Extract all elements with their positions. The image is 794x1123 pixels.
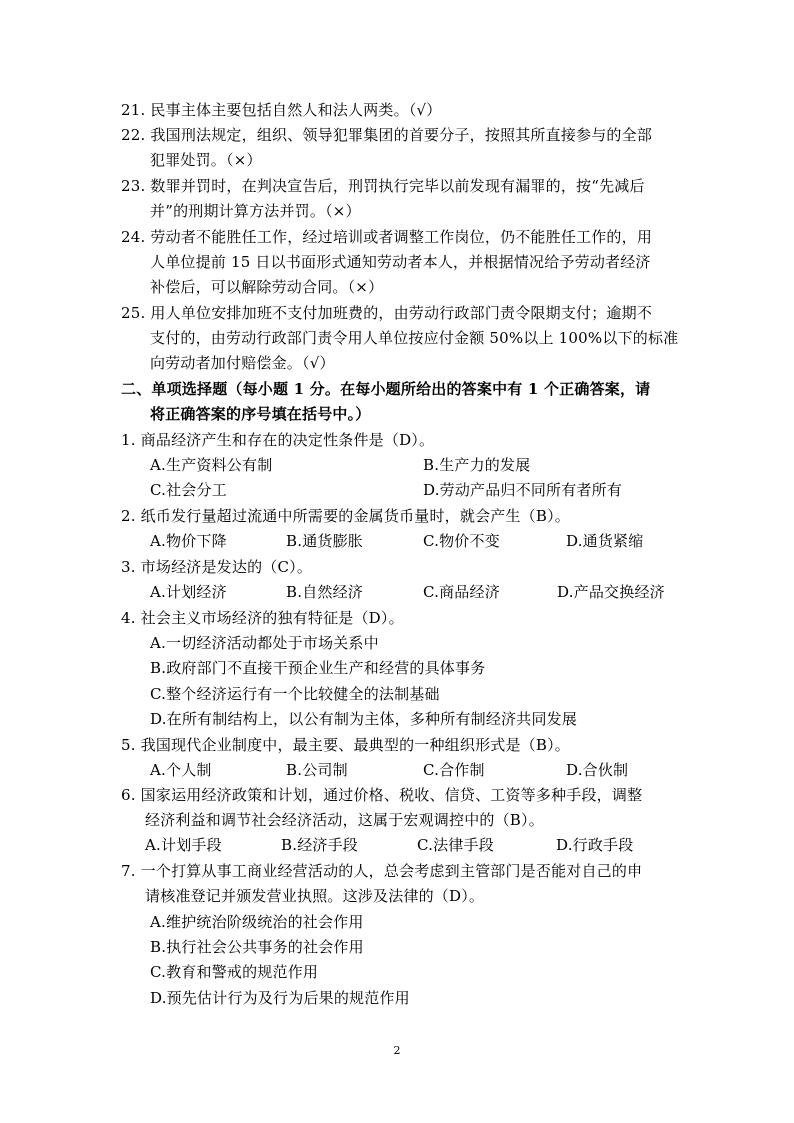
option-c: C.社会分工 (150, 481, 227, 499)
page-number: 2 (393, 1044, 401, 1057)
option-b: B.通货膨胀 (286, 532, 363, 550)
option-a: A.一切经济活动都处于市场关系中 (150, 634, 379, 652)
option-a: A.物价下降 (150, 532, 227, 550)
judgement-line: 补偿后，可以解除劳动合同。（×） (150, 278, 384, 296)
question-stem: 3. 市场经济是发达的（C）。 (121, 558, 313, 576)
judgement-line: 25. 用人单位安排加班不支付加班费的，由劳动行政部门责令限期支付；逾期不 (121, 304, 653, 322)
option-b: B.政府部门不直接干预企业生产和经营的具体事务 (150, 659, 486, 677)
option-d: D.在所有制结构上，以公有制为主体，多种所有制经济共同发展 (150, 710, 578, 728)
option-c: C.商品经济 (423, 583, 500, 601)
option-d: D.预先估计行为及行为后果的规范作用 (150, 989, 410, 1007)
judgement-line: 21. 民事主体主要包括自然人和法人两类。（√） (121, 101, 442, 119)
option-d: D.行政手段 (556, 836, 634, 854)
judgement-line: 支付的，由劳动行政部门责令用人单位按应付金额 50%以上 100%以下的标准 (150, 329, 679, 347)
option-a: A.计划手段 (145, 836, 222, 854)
option-c: C.法律手段 (417, 836, 494, 854)
question-stem: 7. 一个打算从事工商业经营活动的人，总会考虑到主管部门是否能对自己的申 (121, 862, 643, 880)
question-stem: 经济利益和调节社会经济活动，这属于宏观调控中的（B）。 (145, 811, 544, 829)
question-stem: 4. 社会主义市场经济的独有特征是（D）。 (121, 609, 404, 627)
option-b: B.生产力的发展 (423, 456, 531, 474)
option-b: B.执行社会公共事务的社会作用 (150, 938, 364, 956)
option-b: B.自然经济 (286, 583, 363, 601)
option-b: B.公司制 (286, 761, 348, 779)
judgement-line: 并”的刑期计算方法并罚。（×） (150, 202, 361, 220)
option-b: B.经济手段 (281, 836, 358, 854)
option-c: C.整个经济运行有一个比较健全的法制基础 (150, 685, 440, 703)
question-stem: 请核准登记并颁发营业执照。这涉及法律的（D）。 (145, 887, 485, 905)
question-stem: 5. 我国现代企业制度中，最主要、最典型的一种组织形式是（B）。 (121, 736, 571, 754)
section-title-line: 将正确答案的序号填在括号中。） (150, 405, 371, 423)
judgement-line: 24. 劳动者不能胜任工作，经过培训或者调整工作岗位，仍不能胜任工作的，用 (121, 228, 653, 246)
judgement-line: 23. 数罪并罚时，在判决宣告后，刑罚执行完毕以前发现有漏罪的，按“先减后 (121, 177, 645, 195)
option-a: A.计划经济 (150, 583, 227, 601)
judgement-line: 22. 我国刑法规定，组织、领导犯罪集团的首要分子，按照其所直接参与的全部 (121, 126, 653, 144)
section-title-line: 二、单项选择题（每小题 1 分。在每小题所给出的答案中有 1 个正确答案，请 (121, 380, 651, 398)
question-stem: 2. 纸币发行量超过流通中所需要的金属货币量时，就会产生（B）。 (121, 507, 571, 525)
option-c: C.合作制 (423, 761, 485, 779)
judgement-line: 人单位提前 15 日以书面形式通知劳动者本人，并根据情况给予劳动者经济 (150, 253, 651, 271)
option-a: A.个人制 (150, 761, 212, 779)
question-stem: 6. 国家运用经济政策和计划，通过价格、税收、信贷、工资等多种手段，调整 (121, 786, 643, 804)
option-a: A.维护统治阶级统治的社会作用 (150, 913, 364, 931)
option-d: D.产品交换经济 (557, 583, 665, 601)
judgement-line: 犯罪处罚。（×） (150, 151, 262, 169)
option-d: D.合伙制 (566, 761, 629, 779)
judgement-line: 向劳动者加付赔偿金。（√） (150, 354, 335, 372)
question-stem: 1. 商品经济产生和存在的决定性条件是（D）。 (121, 431, 435, 449)
option-d: D.通货紧缩 (566, 532, 644, 550)
option-c: C.教育和警戒的规范作用 (150, 963, 319, 981)
option-d: D.劳动产品归不同所有者所有 (423, 481, 623, 499)
option-c: C.物价不变 (423, 532, 500, 550)
option-a: A.生产资料公有制 (150, 456, 273, 474)
